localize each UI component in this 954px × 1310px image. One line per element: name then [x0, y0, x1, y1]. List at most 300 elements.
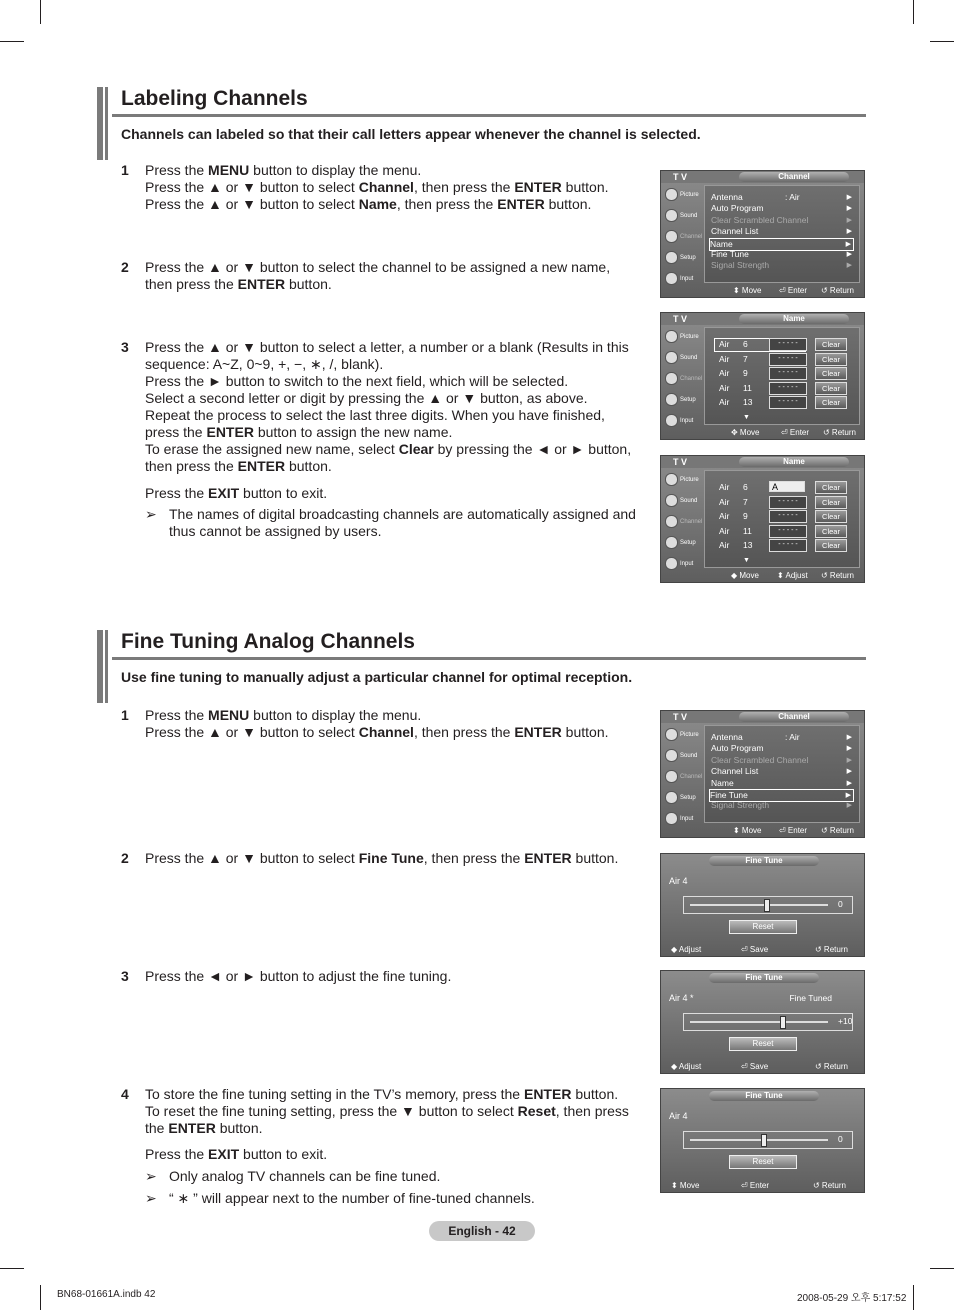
row-source: Air — [719, 368, 730, 378]
instruction-line — [145, 485, 637, 502]
name-row — [719, 510, 851, 523]
picture-icon — [665, 473, 678, 486]
sidebar-label: Setup — [680, 540, 696, 546]
row-channel: 7 — [743, 353, 748, 364]
sidebar-item — [662, 206, 702, 227]
step-text — [145, 339, 637, 475]
row-channel: 13 — [743, 540, 753, 550]
slider-track — [690, 904, 828, 906]
text-run: button to exit. — [239, 485, 328, 501]
menu-item-label: Auto Program — [711, 203, 764, 214]
sidebar-label: Setup — [680, 255, 696, 261]
clear-button: Clear — [815, 396, 847, 409]
footer-hint: ◆ Adjust — [671, 1062, 702, 1071]
section-title: Labeling Channels — [121, 87, 308, 110]
sidebar-item — [662, 533, 702, 554]
sidebar-item — [662, 746, 702, 767]
sidebar-item — [662, 185, 702, 206]
row-name-field: - - - - - — [769, 496, 807, 509]
instruction-line — [145, 179, 637, 196]
fine-tuned-label: Fine Tuned — [789, 993, 832, 1003]
footer-hint: ↺ Return — [815, 945, 848, 954]
input-icon — [665, 557, 678, 570]
section-rule — [112, 114, 866, 117]
menu-item — [711, 215, 854, 226]
menu-item-label: Antenna — [711, 732, 743, 742]
arrow-right-icon: ▶ — [846, 802, 852, 810]
footer-hint: ⬍ Move — [733, 826, 762, 835]
osd-panel — [704, 185, 860, 283]
text-run: button. — [285, 458, 332, 474]
text-run: button. — [571, 850, 619, 866]
text-run: To erase the assigned new name, select — [145, 441, 399, 457]
text-run: , then press the — [145, 1103, 629, 1136]
input-icon — [665, 812, 678, 825]
sound-icon — [665, 494, 678, 507]
menu-item-label: Clear Scrambled Channel — [711, 214, 809, 225]
instruction-line — [145, 850, 637, 867]
osd-footer — [661, 825, 864, 836]
arrow-right-icon: ▶ — [846, 216, 852, 224]
instruction-line — [145, 390, 637, 407]
footer-hint: ⏎ Save — [741, 945, 769, 954]
osd-sidebar — [662, 470, 702, 575]
row-source: Air — [719, 482, 730, 492]
key-term: Clear — [398, 441, 434, 457]
text-run: Press the ◄ or ► button to adjust the fine tuning. — [145, 968, 452, 984]
text-run: button to assign the new name. — [253, 424, 453, 440]
key-term: ENTER — [514, 724, 562, 740]
arrow-right-icon: ▶ — [846, 756, 852, 764]
osd-title: Name — [739, 457, 849, 467]
section-rule — [112, 657, 866, 660]
sidebar-label: Sound — [680, 753, 698, 759]
setup-icon — [665, 393, 678, 406]
text-run: Press the ▲ or ▼ button to select — [145, 850, 359, 866]
osd-footer — [661, 944, 864, 955]
picture-icon — [665, 728, 678, 741]
instruction-line — [145, 196, 637, 213]
text-run: , then press the — [413, 179, 515, 195]
crop-mark — [913, 0, 914, 24]
text-run: , then press the — [396, 196, 498, 212]
sidebar-item — [662, 327, 702, 348]
note-arrow-icon: ➢ — [145, 506, 157, 522]
text-run: Press the ▲ or ▼ button to select a letter, a number or a blank (Results in this sequence: A~Z, 0~9, +, −, ∗, /, blank). — [145, 339, 629, 372]
text-run: Press the ▲ or ▼ button to select the channel to be assigned a new name, then press the — [145, 259, 611, 292]
step-text — [145, 259, 637, 293]
text-run: button. — [571, 1086, 619, 1102]
sidebar-label: Picture — [680, 192, 699, 198]
section-intro: Use fine tuning to manually adjust a particular channel for optimal reception. — [121, 669, 633, 685]
text-run: button to exit. — [239, 1146, 328, 1162]
key-term: Channel — [358, 724, 414, 740]
sidebar-label: Setup — [680, 795, 696, 801]
osd-title: Name — [739, 314, 849, 324]
text-run: Press the ► button to switch to the next field, which will be selected. — [145, 373, 569, 389]
clear-button: Clear — [815, 382, 847, 395]
osd-fine-tune — [660, 853, 865, 957]
section-bar — [97, 630, 111, 703]
fine-tune-slider — [683, 1013, 853, 1031]
row-channel: 6 — [743, 482, 748, 492]
row-name-field: - - - - - — [769, 396, 807, 409]
footer-hint: ⬍ Move — [671, 1181, 700, 1190]
key-term: EXIT — [208, 1146, 240, 1162]
footer-hint: ⏎ Enter — [741, 1181, 770, 1190]
menu-item — [711, 192, 854, 203]
text-run: button. — [561, 179, 609, 195]
menu-item-label: Fine Tune — [711, 249, 749, 259]
instruction-line — [145, 441, 637, 475]
slider-knob — [764, 899, 770, 912]
sidebar-item — [662, 767, 702, 788]
text-run: , then press the — [413, 724, 515, 740]
text-run: Press the — [145, 162, 209, 178]
sound-icon — [665, 209, 678, 222]
clear-button: Clear — [815, 539, 847, 552]
step-text — [145, 1086, 637, 1137]
arrow-right-icon: ▶ — [846, 194, 852, 201]
menu-item-label: Name — [710, 238, 733, 249]
instruction-line — [145, 1103, 637, 1137]
sidebar-label: Input — [680, 276, 694, 282]
osd-fine-tune-tuned — [660, 970, 865, 1074]
menu-item-label: Signal Strength — [711, 800, 770, 811]
osd-name-menu — [660, 312, 865, 440]
footer-hint: ↺ Return — [821, 286, 854, 295]
fine-tune-channel: Air 4 * — [669, 993, 694, 1003]
row-source: Air — [719, 382, 730, 393]
key-term: ENTER — [206, 424, 254, 440]
text-run: , then press the — [423, 850, 525, 866]
menu-item-label: Name — [711, 777, 734, 788]
row-channel: 13 — [743, 397, 753, 407]
osd-sidebar — [662, 185, 702, 290]
sidebar-label: Picture — [680, 732, 699, 738]
step-text — [145, 162, 637, 213]
osd-title: Fine Tune — [709, 856, 819, 866]
osd-tv-label: T V — [673, 314, 688, 324]
page-number-tag: English - 42 — [429, 1221, 535, 1241]
sidebar-item — [662, 227, 702, 248]
sidebar-label: Setup — [680, 397, 696, 403]
channel-icon — [665, 230, 678, 243]
key-term: Channel — [358, 179, 414, 195]
fine-tune-channel: Air 4 — [669, 876, 688, 886]
sidebar-label: Sound — [680, 498, 698, 504]
row-channel: 6 — [743, 339, 748, 349]
print-timestamp: 2008-05-29 오후 5:17:52 — [797, 1293, 907, 1304]
footer-hint: ↺ Return — [815, 1062, 848, 1071]
crop-mark — [40, 1285, 41, 1310]
clear-button: Clear — [815, 510, 847, 523]
footer-hint: ⏎ Enter — [779, 286, 808, 295]
step-text — [145, 707, 637, 741]
sidebar-label: Picture — [680, 477, 699, 483]
instruction-line — [145, 724, 637, 741]
input-icon — [665, 272, 678, 285]
menu-item — [711, 203, 854, 214]
sound-icon — [665, 351, 678, 364]
key-term: MENU — [208, 162, 250, 178]
arrow-right-icon: ▶ — [846, 734, 852, 741]
row-channel: 9 — [743, 368, 748, 378]
osd-footer — [661, 1061, 864, 1072]
key-term: ENTER — [524, 850, 572, 866]
row-name-field: A — [769, 481, 805, 492]
sidebar-label: Picture — [680, 334, 699, 340]
footer-hint: ↺ Return — [823, 428, 856, 437]
key-term: ENTER — [523, 1086, 572, 1102]
instruction-line — [145, 407, 637, 441]
osd-fine-tune-reset — [660, 1088, 865, 1193]
footer-hint: ⬍ Move — [733, 286, 762, 295]
row-source: Air — [719, 540, 730, 550]
footer-hint: ⬍ Adjust — [777, 571, 808, 580]
row-source: Air — [719, 511, 730, 521]
step-number: 4 — [121, 1086, 129, 1102]
osd-panel — [704, 470, 860, 568]
osd-title: Fine Tune — [709, 973, 819, 983]
sidebar-label: Input — [680, 816, 694, 822]
section-title: Fine Tuning Analog Channels — [121, 630, 415, 653]
step-number: 3 — [121, 339, 129, 355]
text-run: Select a second letter or digit by pressing the ▲ or ▼ button, as above. — [145, 390, 588, 406]
clear-button: Clear — [815, 338, 847, 351]
setup-icon — [665, 251, 678, 264]
footer-hint: ◆ Adjust — [671, 945, 702, 954]
picture-icon — [665, 330, 678, 343]
osd-title: Fine Tune — [709, 1091, 819, 1101]
crop-mark — [0, 41, 24, 42]
osd-sidebar — [662, 327, 702, 432]
menu-item-label: Channel List — [711, 226, 759, 237]
fine-tune-slider — [683, 896, 853, 914]
footer-hint: ↺ Return — [821, 571, 854, 580]
row-name-field: - - - - - — [769, 539, 807, 552]
key-term: EXIT — [208, 485, 240, 501]
input-icon — [665, 414, 678, 427]
footer-hint: ✥ Move — [731, 428, 760, 437]
instruction-line — [145, 339, 637, 373]
osd-title: Channel — [739, 712, 849, 722]
osd-channel-menu-finetune — [660, 710, 865, 838]
crop-mark — [913, 1285, 914, 1310]
osd-sidebar — [662, 725, 702, 830]
menu-item-label: Antenna — [711, 192, 743, 202]
osd-channel-menu — [660, 170, 865, 298]
arrow-right-icon: ▶ — [846, 251, 852, 258]
scroll-down-icon: ▼ — [743, 414, 750, 421]
instruction-line — [145, 1146, 637, 1163]
text-run: button. — [544, 196, 592, 212]
text-run: Press the ▲ or ▼ button to select — [145, 724, 359, 740]
osd-footer — [661, 1180, 864, 1191]
slider-value: 0 — [838, 899, 843, 909]
sidebar-label: Input — [680, 561, 694, 567]
menu-item — [711, 800, 854, 811]
footer-hint: ⏎ Save — [741, 1062, 769, 1071]
key-term: Fine Tune — [358, 850, 424, 866]
key-term: ENTER — [237, 458, 286, 474]
key-term: ENTER — [168, 1120, 216, 1136]
row-name-field: - - - - - — [769, 367, 807, 380]
key-term: Name — [358, 196, 397, 212]
arrow-right-icon: ▶ — [846, 768, 852, 776]
menu-item — [711, 249, 854, 260]
step-number: 2 — [121, 850, 129, 866]
osd-panel — [704, 327, 860, 425]
section-intro: Channels can labeled so that their call letters appear whenever the channel is selected. — [121, 126, 701, 142]
osd-panel — [704, 725, 860, 823]
row-source: Air — [719, 397, 730, 407]
menu-item-label: Clear Scrambled Channel — [711, 754, 809, 765]
sidebar-label: Channel — [680, 519, 703, 525]
key-term: MENU — [208, 707, 250, 723]
arrow-right-icon: ▶ — [846, 779, 852, 787]
text-run: button to display the menu. — [249, 707, 422, 723]
slider-track — [690, 1139, 828, 1141]
arrow-right-icon: ▶ — [845, 792, 851, 799]
row-channel: 11 — [743, 382, 752, 393]
sidebar-label: Channel — [680, 376, 703, 382]
file-info: BN68-01661A.indb 42 — [57, 1289, 156, 1300]
slider-track — [690, 1021, 828, 1023]
exit-text — [145, 485, 637, 502]
fine-tune-slider — [683, 1131, 853, 1149]
sidebar-item — [662, 369, 702, 390]
crop-mark — [0, 1268, 24, 1269]
section-bar — [97, 87, 111, 160]
osd-title: Channel — [739, 172, 849, 182]
sidebar-item — [662, 788, 702, 809]
step-number: 2 — [121, 259, 129, 275]
footer-hint: ↺ Return — [813, 1181, 846, 1190]
row-channel: 7 — [743, 496, 748, 507]
clear-button: Clear — [815, 496, 847, 509]
text-run: button. — [561, 724, 609, 740]
name-row — [719, 525, 851, 538]
row-channel: 9 — [743, 511, 748, 521]
clear-button: Clear — [815, 481, 847, 494]
slider-knob — [780, 1016, 786, 1029]
clear-button: Clear — [815, 353, 847, 366]
menu-item-value: : Air — [785, 192, 800, 202]
menu-item — [711, 260, 854, 271]
instruction-line — [145, 707, 637, 724]
sidebar-item — [662, 248, 702, 269]
name-row — [719, 396, 851, 409]
instruction-line — [145, 968, 637, 985]
step-text — [145, 850, 637, 867]
menu-item — [711, 226, 854, 237]
clear-button: Clear — [815, 525, 847, 538]
sidebar-item — [662, 390, 702, 411]
exit-text — [145, 1146, 637, 1163]
row-name-field: - - - - - — [769, 382, 807, 395]
menu-item-label: Signal Strength — [711, 260, 770, 271]
menu-item-label: Channel List — [711, 766, 759, 777]
key-term: ENTER — [237, 276, 286, 292]
row-name-field: - - - - - — [769, 510, 807, 523]
osd-tv-label: T V — [673, 712, 688, 722]
sidebar-item — [662, 512, 702, 533]
arrow-right-icon: ▶ — [846, 262, 852, 270]
step-number: 3 — [121, 968, 129, 984]
menu-item — [711, 743, 854, 754]
row-channel: 11 — [743, 525, 752, 536]
menu-item-label: Auto Program — [711, 743, 764, 754]
key-term: Reset — [517, 1103, 556, 1119]
slider-knob — [761, 1134, 767, 1147]
text-run: Repeat the process to select the last three digits. When you have finished, press the — [145, 407, 605, 440]
row-name-field: - - - - - — [769, 338, 807, 351]
row-name-field: - - - - - — [769, 353, 807, 366]
osd-footer — [661, 285, 864, 296]
crop-mark — [930, 41, 954, 42]
name-row — [719, 481, 851, 494]
channel-icon — [665, 372, 678, 385]
crop-mark — [40, 0, 41, 24]
menu-item-value: : Air — [785, 732, 800, 742]
osd-footer — [661, 570, 864, 581]
text-run: Press the — [145, 707, 209, 723]
sidebar-item — [662, 491, 702, 512]
sidebar-label: Sound — [680, 355, 698, 361]
channel-icon — [665, 515, 678, 528]
clear-button: Clear — [815, 367, 847, 380]
channel-icon — [665, 770, 678, 783]
text-run: To store the fine tuning setting in the TV’s memory, press the — [145, 1086, 524, 1102]
step-number: 1 — [121, 162, 129, 178]
text-run: Press the ▲ or ▼ button to select — [145, 196, 359, 212]
arrow-right-icon: ▶ — [846, 745, 852, 753]
slider-value: 0 — [838, 1134, 843, 1144]
osd-tv-label: T V — [673, 457, 688, 467]
name-row — [719, 382, 851, 395]
reset-button: Reset — [729, 1155, 797, 1169]
osd-footer — [661, 427, 864, 438]
text-run: button to display the menu. — [249, 162, 422, 178]
row-source: Air — [719, 525, 730, 536]
footer-hint: ↺ Return — [821, 826, 854, 835]
step-text — [145, 968, 637, 985]
arrow-right-icon: ▶ — [845, 240, 851, 248]
name-row — [719, 539, 851, 552]
crop-mark — [930, 1268, 954, 1269]
text-run: by pressing the ◄ or ► button, then press the — [145, 441, 632, 474]
name-row — [719, 353, 851, 366]
step-number: 1 — [121, 707, 129, 723]
setup-icon — [665, 536, 678, 549]
note-arrow-icon: ➢ — [145, 1168, 157, 1184]
text-run: button. — [285, 276, 332, 292]
osd-tv-label: T V — [673, 172, 688, 182]
sidebar-label: Input — [680, 418, 694, 424]
scroll-down-icon: ▼ — [743, 557, 750, 564]
text-run: button. — [215, 1120, 263, 1136]
sound-icon — [665, 749, 678, 762]
row-source: Air — [719, 496, 730, 507]
text-run: Press the — [145, 1146, 209, 1162]
key-term: ENTER — [497, 196, 545, 212]
arrow-right-icon: ▶ — [846, 205, 852, 213]
reset-button: Reset — [729, 920, 797, 934]
note-arrow-icon: ➢ — [145, 1190, 157, 1206]
sidebar-label: Channel — [680, 774, 703, 780]
instruction-line — [145, 162, 637, 179]
